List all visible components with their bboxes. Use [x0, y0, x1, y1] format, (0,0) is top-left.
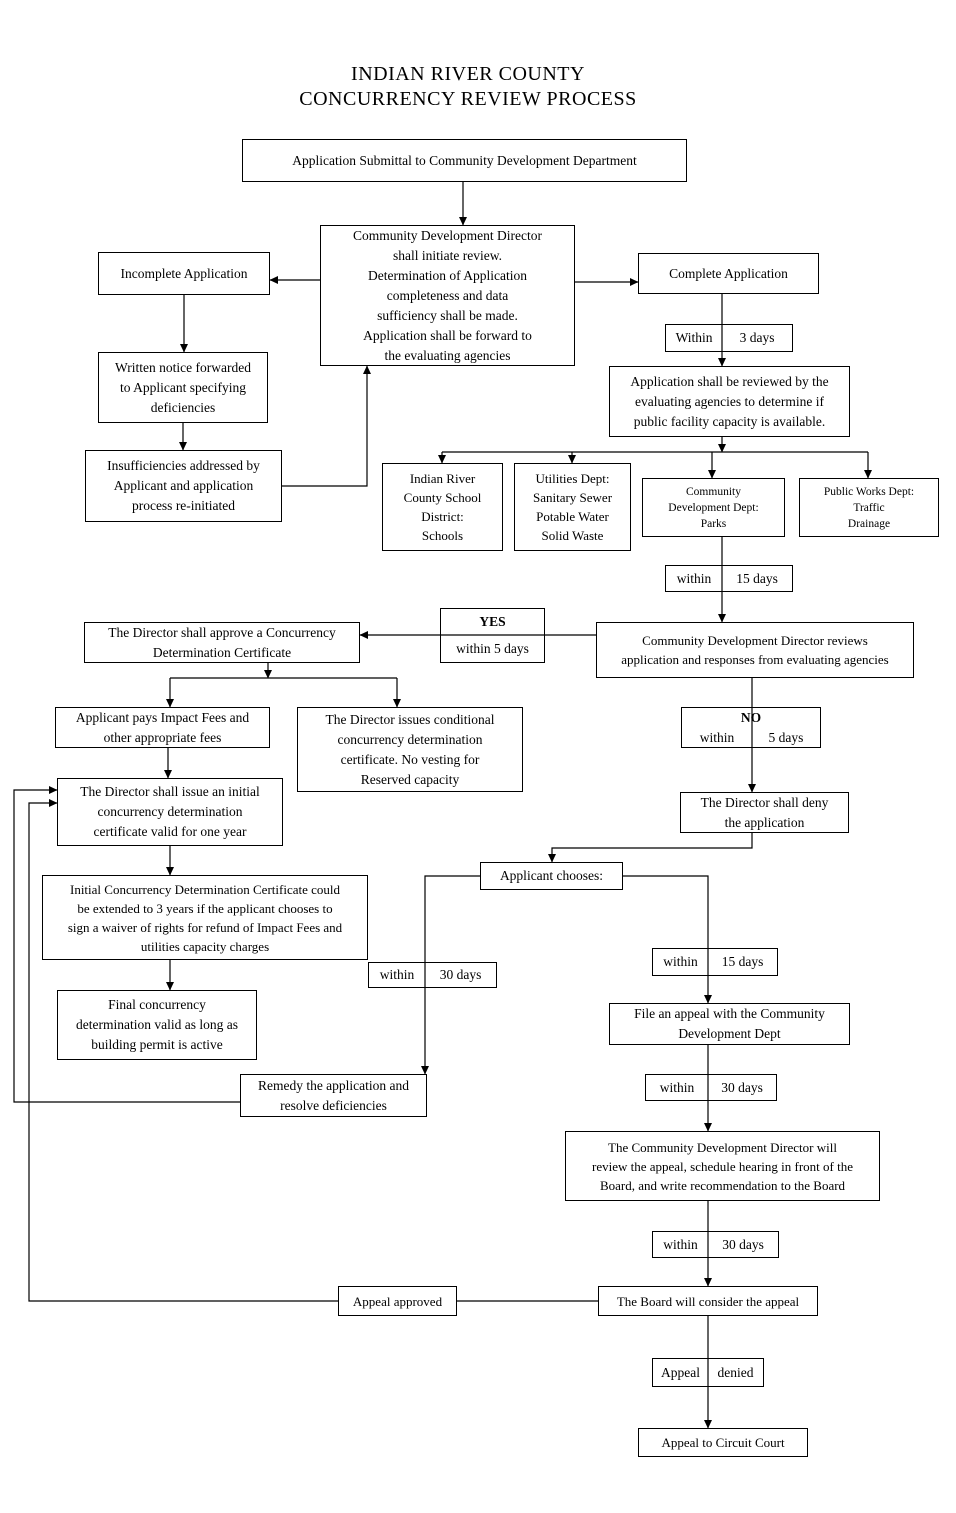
- node-text-line: completeness and data: [386, 287, 509, 303]
- decision-label: NO: [740, 709, 762, 725]
- node-text-line: concurrency determination: [97, 804, 243, 819]
- node-text-line: Application Submittal to Community Development Department: [292, 152, 637, 168]
- node-within-30-days-board: [652, 1231, 779, 1258]
- node-within-30-days-file: [645, 1074, 777, 1101]
- edge-insufficiencies-to-director: [282, 366, 367, 486]
- node-community-development-parks: [642, 478, 785, 537]
- title-line-2: CONCURRENCY REVIEW PROCESS: [299, 88, 637, 110]
- node-board-consider-appeal: [598, 1286, 818, 1316]
- node-text-line: Insufficiencies addressed by: [107, 458, 260, 473]
- title-line-1: INDIAN RIVER COUNTY: [351, 63, 585, 85]
- node-conditional-certificate: [297, 707, 523, 792]
- node-text-line: resolve deficiencies: [280, 1097, 387, 1113]
- node-text-line: The Director shall deny: [700, 794, 829, 810]
- timer-right-label: 30 days: [439, 967, 482, 982]
- node-director-review-appeal: [565, 1131, 880, 1201]
- node-applicant-pays-fees: [55, 707, 270, 748]
- page-title: [230, 62, 706, 112]
- node-text-line: Reserved capacity: [360, 771, 460, 787]
- node-text-line: The Director shall issue an initial: [80, 784, 260, 799]
- node-public-works: [799, 478, 939, 537]
- node-text-line: Appeal approved: [352, 1293, 443, 1309]
- node-file-appeal: [609, 1003, 850, 1045]
- node-school-district: [382, 463, 503, 551]
- node-text-line: Complete Application: [669, 265, 788, 281]
- timer-left-label: within: [379, 967, 415, 982]
- node-director-approve-certificate: [84, 622, 360, 663]
- node-text-line: The Director issues conditional: [325, 711, 495, 727]
- timer-left-label: within: [663, 954, 698, 969]
- node-text-line: Solid Waste: [541, 528, 604, 543]
- node-text-line: Development Dept:: [668, 501, 759, 514]
- node-text-line: Community: [686, 485, 741, 498]
- node-text-line: Applicant chooses:: [499, 868, 604, 883]
- node-text-line: Potable Water: [536, 509, 609, 524]
- node-text-line: Drainage: [847, 517, 891, 530]
- node-text-line: Traffic: [853, 501, 885, 514]
- node-text-line: Development Dept: [678, 1026, 781, 1041]
- decision-timer-row: [682, 728, 820, 748]
- node-initial-certificate: [57, 778, 283, 846]
- node-written-notice: [98, 352, 268, 423]
- node-text-line: Final concurrency: [108, 997, 206, 1012]
- edge-chooses-to-file-appeal: [623, 876, 708, 1003]
- node-text-line: other appropriate fees: [103, 729, 222, 745]
- timer-left-label: Within: [675, 330, 713, 345]
- node-text-line: shall initiate review.: [393, 247, 502, 263]
- node-appeal-circuit-court: [638, 1428, 808, 1457]
- node-text-line: the application: [724, 814, 805, 830]
- node-text-line: utilities capacity charges: [140, 938, 270, 954]
- node-text-line: Applicant and application: [113, 478, 254, 493]
- node-text-line: sufficiency shall be made.: [377, 307, 518, 323]
- node-text-line: Sanitary Sewer: [532, 490, 613, 505]
- node-text-line: Community Development Director: [353, 227, 542, 243]
- node-insufficiencies-addressed: [85, 450, 282, 522]
- node-text-line: County School: [403, 490, 482, 505]
- node-utilities-dept: [514, 463, 631, 551]
- node-applicant-chooses: [480, 862, 623, 890]
- node-application-reviewed-by-agencies: [609, 366, 850, 437]
- node-director-reviews-responses: [596, 622, 914, 678]
- timer-left-label: within: [663, 1236, 698, 1252]
- node-text-line: building permit is active: [91, 1037, 223, 1052]
- node-text-line: Application shall be reviewed by the: [630, 373, 829, 389]
- node-incomplete-application: [98, 252, 270, 295]
- node-text-line: Applicant pays Impact Fees and: [75, 709, 250, 725]
- node-text-line: Parks: [700, 517, 727, 530]
- node-text-line: the evaluating agencies: [384, 347, 511, 363]
- node-text-line: Incomplete Application: [120, 265, 248, 281]
- node-no-within-5-days: [681, 707, 821, 748]
- timer-right-label: 15 days: [736, 570, 778, 586]
- node-director-initiate-review: [320, 225, 575, 366]
- node-text-line: Determination of Application: [368, 267, 527, 283]
- node-text-line: determination valid as long as: [76, 1017, 238, 1032]
- timer-left-label: within: [699, 729, 735, 745]
- node-within-30-days-remedy: [368, 962, 497, 988]
- timer-right-label: 15 days: [721, 954, 764, 969]
- node-director-deny-application: [680, 792, 849, 833]
- timer-right-label: 30 days: [722, 1236, 764, 1252]
- timer-right-label: 5 days: [768, 729, 804, 745]
- node-text-line: sign a waiver of rights for refund of Impact Fees and: [67, 919, 343, 935]
- node-application-submittal: [242, 139, 687, 182]
- node-text-line: Determination Certificate: [152, 644, 292, 660]
- node-text-line: Remedy the application and: [257, 1077, 410, 1093]
- node-text-line: The Board will consider the appeal: [616, 1293, 800, 1309]
- node-text-line: review the appeal, schedule hearing in front of the: [592, 1158, 853, 1174]
- node-text-line: to Applicant specifying: [120, 379, 246, 395]
- decision-label: YES: [479, 614, 506, 630]
- node-text-line: Public Works Dept:: [823, 485, 915, 498]
- node-text-line: Application shall be forward to: [363, 327, 532, 343]
- node-text-line: deficiencies: [150, 399, 216, 415]
- node-text-line: process re-initiated: [131, 498, 236, 513]
- node-text-line: File an appeal with the Community: [634, 1006, 825, 1021]
- node-text-line: Utilities Dept:: [535, 471, 610, 486]
- timer-right-label: 3 days: [739, 330, 775, 345]
- node-text-line: public facility capacity is available.: [633, 413, 826, 429]
- node-text-line: Schools: [421, 528, 464, 543]
- node-complete-application: [638, 253, 819, 294]
- node-within-3-days: [665, 324, 793, 352]
- timer-left-label: within: [676, 570, 712, 586]
- node-within-15-days-review: [665, 565, 793, 592]
- timer-right-label: 30 days: [721, 1079, 763, 1095]
- node-text-line: Indian River: [409, 471, 476, 486]
- node-appeal-approved: [338, 1286, 457, 1316]
- decision-timer-label: within 5 days: [456, 640, 529, 656]
- node-text-line: evaluating agencies to determine if: [635, 393, 824, 409]
- node-text-line: concurrency determination: [337, 731, 483, 747]
- timer-left-label: Appeal: [661, 1364, 700, 1380]
- node-remedy-application: [240, 1074, 427, 1117]
- node-text-line: Board, and write recommendation to the Board: [599, 1177, 846, 1193]
- node-text-line: Community Development Director reviews: [642, 633, 868, 648]
- edge-deny-to-chooses: [552, 833, 752, 862]
- node-text-line: be extended to 3 years if the applicant chooses to: [77, 900, 333, 916]
- node-extended-certificate: [42, 875, 368, 960]
- node-text-line: District:: [421, 509, 464, 524]
- node-final-determination: [57, 990, 257, 1060]
- node-text-line: Written notice forwarded: [115, 359, 251, 375]
- node-appeal-denied: [652, 1358, 764, 1387]
- node-text-line: application and responses from evaluating agencies: [621, 652, 889, 667]
- node-text-line: Initial Concurrency Determination Certificate could: [69, 881, 340, 897]
- timer-left-label: within: [659, 1079, 695, 1095]
- node-text-line: certificate valid for one year: [93, 824, 247, 839]
- node-yes-within-5-days: [440, 608, 545, 663]
- node-text-line: certificate. No vesting for: [340, 751, 480, 767]
- timer-right-label: denied: [717, 1364, 754, 1380]
- node-text-line: Appeal to Circuit Court: [661, 1435, 785, 1450]
- node-within-15-days-appeal: [652, 948, 778, 976]
- node-text-line: The Community Development Director will: [608, 1139, 837, 1155]
- node-text-line: The Director shall approve a Concurrency: [108, 624, 336, 640]
